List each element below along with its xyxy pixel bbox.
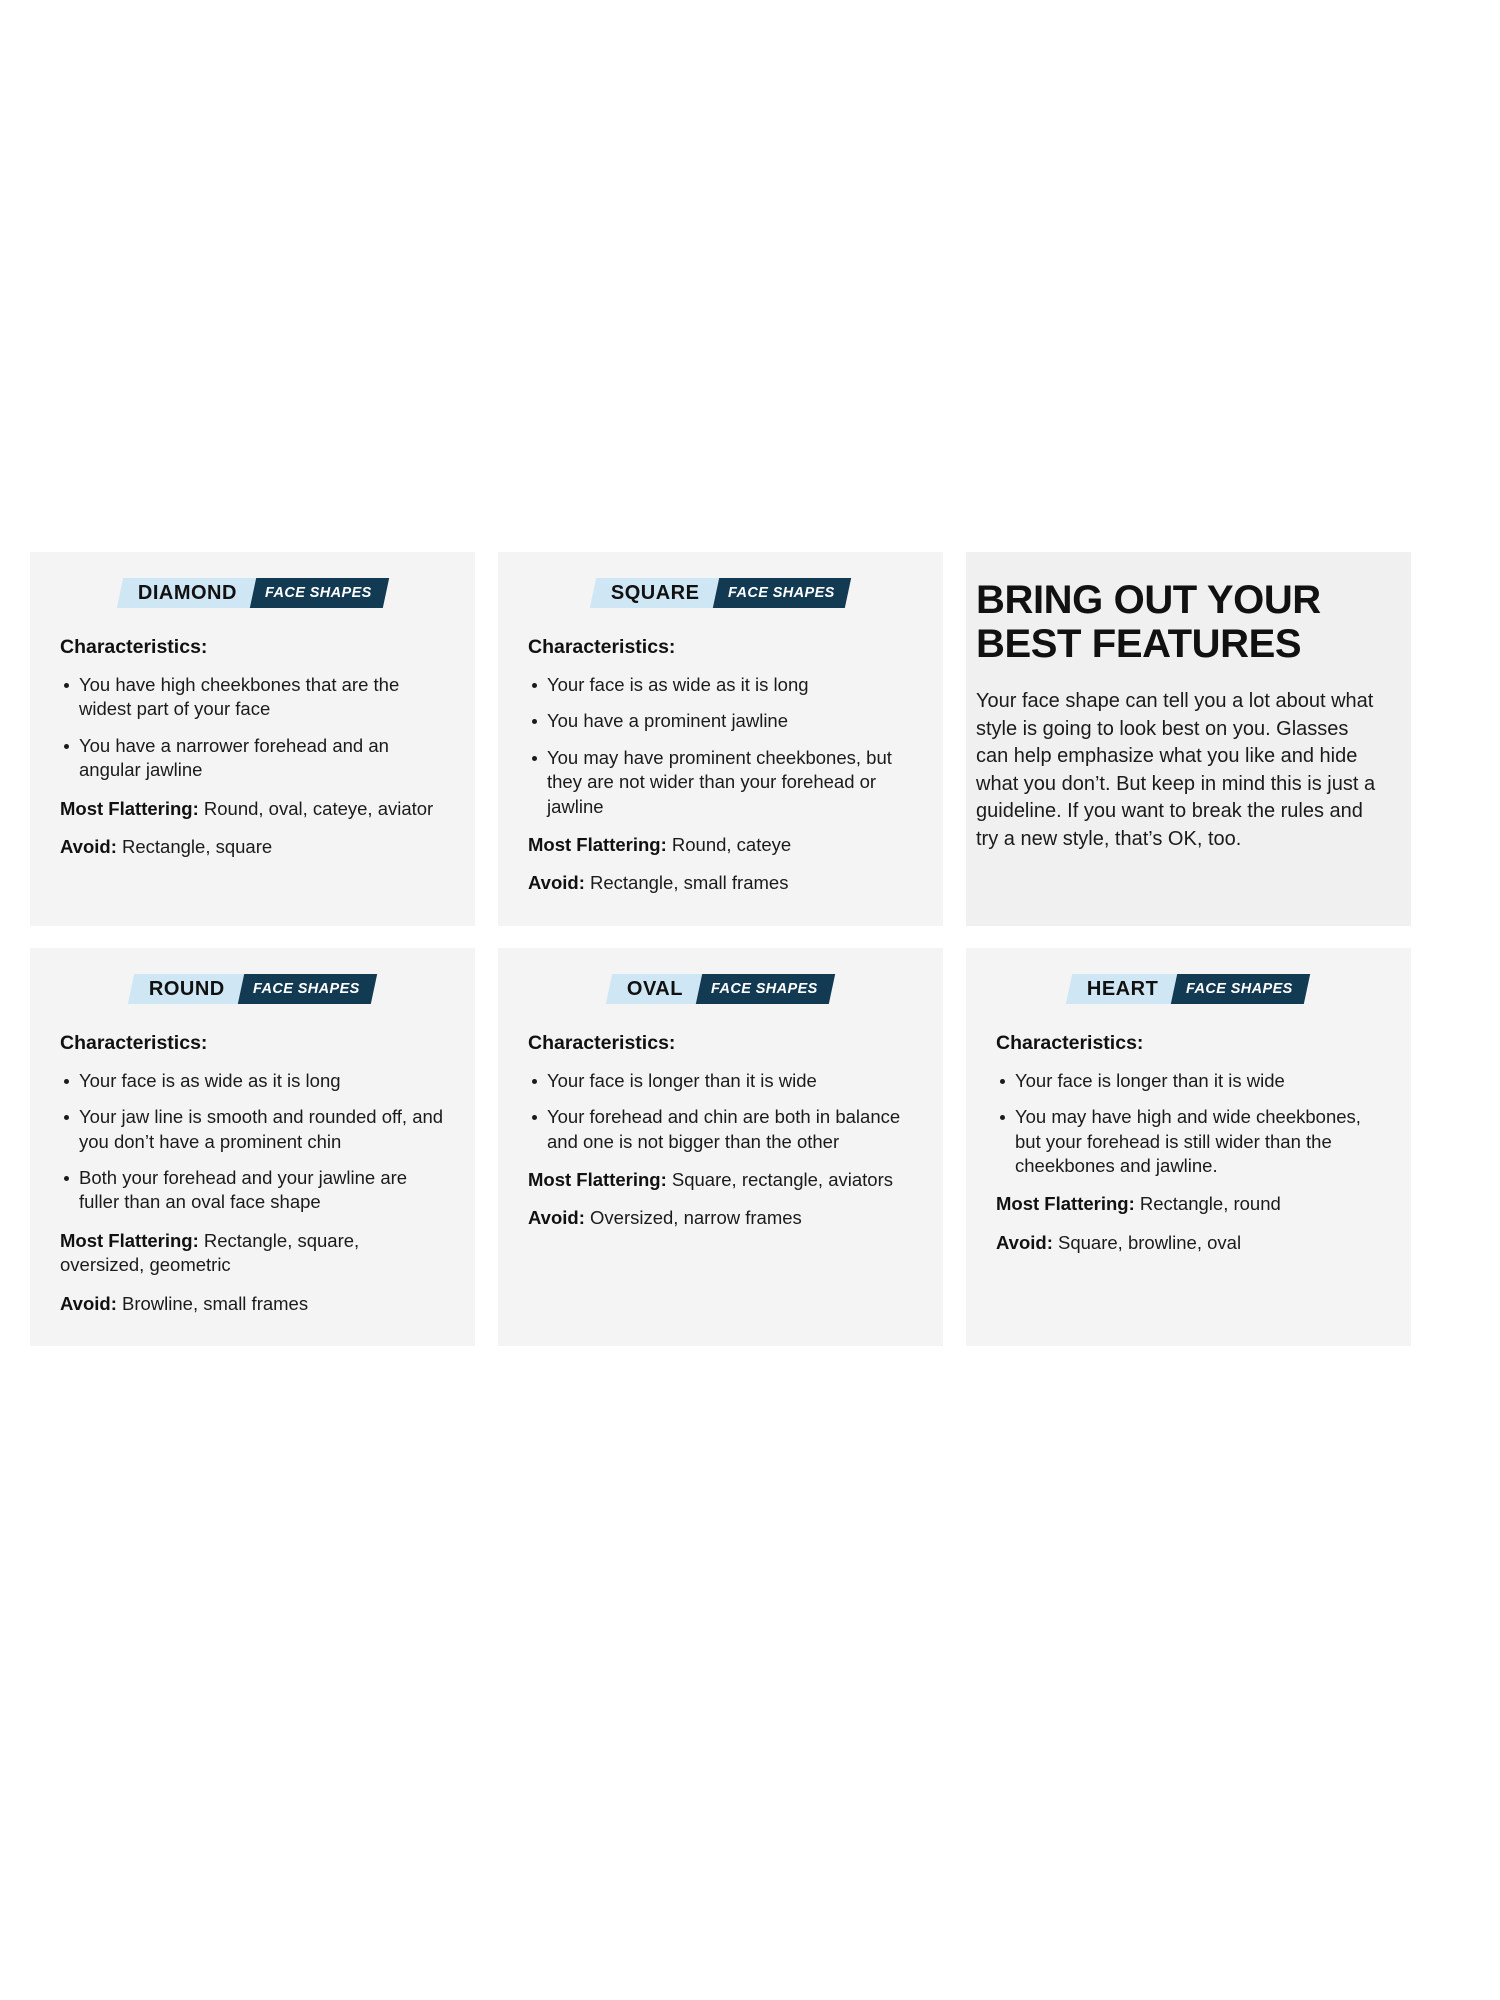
card-banner: [60, 974, 445, 1004]
list-item: Your jaw line is smooth and rounded off, and you don’t have a prominent chin: [60, 1105, 445, 1154]
avoid-line: [528, 1206, 913, 1230]
avoid-line: [60, 835, 445, 859]
most-flattering-value: Round, oval, cateye, aviator: [203, 797, 434, 819]
card-banner: [528, 974, 913, 1004]
characteristics-list: [60, 673, 445, 783]
most-flattering-label: Most Flattering:: [528, 834, 667, 856]
list-item: You have a narrower forehead and an angular jawline: [60, 734, 445, 783]
shape-name-text: DIAMOND: [137, 581, 237, 604]
most-flattering-label: Most Flattering:: [528, 1169, 667, 1191]
characteristics-list: [60, 1069, 445, 1215]
banner-shape-name: [116, 578, 255, 608]
list-item: Your face is longer than it is wide: [528, 1069, 913, 1093]
characteristics-heading: Characteristics:: [60, 636, 208, 658]
face-shape-card-square: [498, 552, 943, 926]
list-item: Both your forehead and your jawline are fuller than an oval face shape: [60, 1166, 445, 1215]
most-flattering-line: [996, 1192, 1381, 1216]
characteristics-list: [528, 673, 913, 819]
banner-tag: [712, 578, 851, 608]
most-flattering-value: Rectangle, square, oversized, geometric: [60, 1229, 360, 1276]
list-item: Your face is as wide as it is long: [528, 673, 913, 697]
banner-tag-text: FACE SHAPES: [253, 980, 360, 997]
most-flattering-label: Most Flattering:: [60, 797, 199, 819]
most-flattering-line: [60, 797, 445, 821]
avoid-value: Rectangle, small frames: [590, 872, 789, 894]
list-item: You have high cheekbones that are the widest part of your face: [60, 673, 445, 722]
avoid-label: Avoid:: [60, 1292, 117, 1314]
banner-shape-name: [590, 578, 719, 608]
banner-tag-text: FACE SHAPES: [711, 980, 818, 997]
avoid-line: [996, 1231, 1381, 1255]
banner-tag: [249, 578, 388, 608]
card-banner: [60, 578, 445, 608]
avoid-label: Avoid:: [528, 872, 585, 894]
characteristics-heading: Characteristics:: [528, 636, 676, 658]
characteristics-heading: Characteristics:: [528, 1031, 676, 1054]
banner-shape-name: [1066, 974, 1178, 1004]
characteristics-heading: Characteristics:: [996, 1031, 1144, 1054]
most-flattering-line: [528, 1168, 913, 1192]
face-shape-card-round: [30, 948, 475, 1346]
banner-tag: [1172, 974, 1311, 1004]
list-item: Your face is longer than it is wide: [996, 1069, 1381, 1093]
most-flattering-line: [528, 833, 913, 857]
banner-tag-text: FACE SHAPES: [727, 585, 835, 601]
page-title: BRING OUT YOUR BEST FEATURES: [976, 578, 1321, 666]
banner-tag: [696, 974, 835, 1004]
avoid-value: Square, browline, oval: [1058, 1231, 1242, 1253]
card-banner: [528, 578, 913, 608]
face-shape-card-oval: [498, 948, 943, 1346]
avoid-value: Oversized, narrow frames: [590, 1207, 802, 1229]
avoid-value: Rectangle, square: [122, 836, 273, 858]
characteristics-heading: Characteristics:: [60, 1031, 208, 1054]
avoid-line: [60, 1292, 445, 1316]
most-flattering-value: Rectangle, round: [1139, 1193, 1281, 1215]
intro-paragraph: Your face shape can tell you a lot about what style is going to look best on you. Glasses can help emphasize what you like and hide what you don’t. But keep in mind this is just a guideline. If you want to break the rules and try a new style, that’s OK, too.: [976, 690, 1376, 850]
avoid-value: Browline, small frames: [122, 1292, 309, 1314]
shape-name-text: OVAL: [627, 977, 684, 1000]
banner-tag-text: FACE SHAPES: [264, 585, 372, 601]
face-shape-grid: [30, 552, 1500, 1346]
shape-name-text: HEART: [1087, 977, 1159, 1000]
list-item: You have a prominent jawline: [528, 709, 913, 733]
banner-tag-text: FACE SHAPES: [1186, 980, 1294, 997]
face-shape-card-diamond: [30, 552, 475, 926]
most-flattering-value: Round, cateye: [671, 834, 792, 856]
list-item: Your forehead and chin are both in balance and one is not bigger than the other: [528, 1105, 913, 1154]
most-flattering-label: Most Flattering:: [996, 1193, 1135, 1215]
shape-name-text: SQUARE: [610, 581, 700, 604]
characteristics-list: [528, 1069, 913, 1154]
avoid-label: Avoid:: [996, 1231, 1053, 1253]
card-banner: [996, 974, 1381, 1004]
list-item: You may have prominent cheekbones, but they are not wider than your forehead or jawline: [528, 746, 913, 819]
most-flattering-value: Square, rectangle, aviators: [671, 1169, 893, 1191]
intro-block: [966, 552, 1411, 926]
banner-shape-name: [606, 974, 702, 1004]
list-item: Your face is as wide as it is long: [60, 1069, 445, 1093]
shape-name-text: ROUND: [149, 977, 226, 1000]
most-flattering-line: [60, 1229, 445, 1278]
most-flattering-label: Most Flattering:: [60, 1229, 199, 1251]
characteristics-list: [996, 1069, 1381, 1179]
avoid-label: Avoid:: [60, 836, 117, 858]
face-shape-card-heart: [966, 948, 1411, 1346]
list-item: You may have high and wide cheekbones, but your forehead is still wider than the cheekbones and jawline.: [996, 1105, 1381, 1178]
avoid-line: [528, 871, 913, 895]
content-band: [30, 552, 1500, 1382]
banner-shape-name: [128, 974, 244, 1004]
banner-tag: [238, 974, 377, 1004]
avoid-label: Avoid:: [528, 1207, 585, 1229]
